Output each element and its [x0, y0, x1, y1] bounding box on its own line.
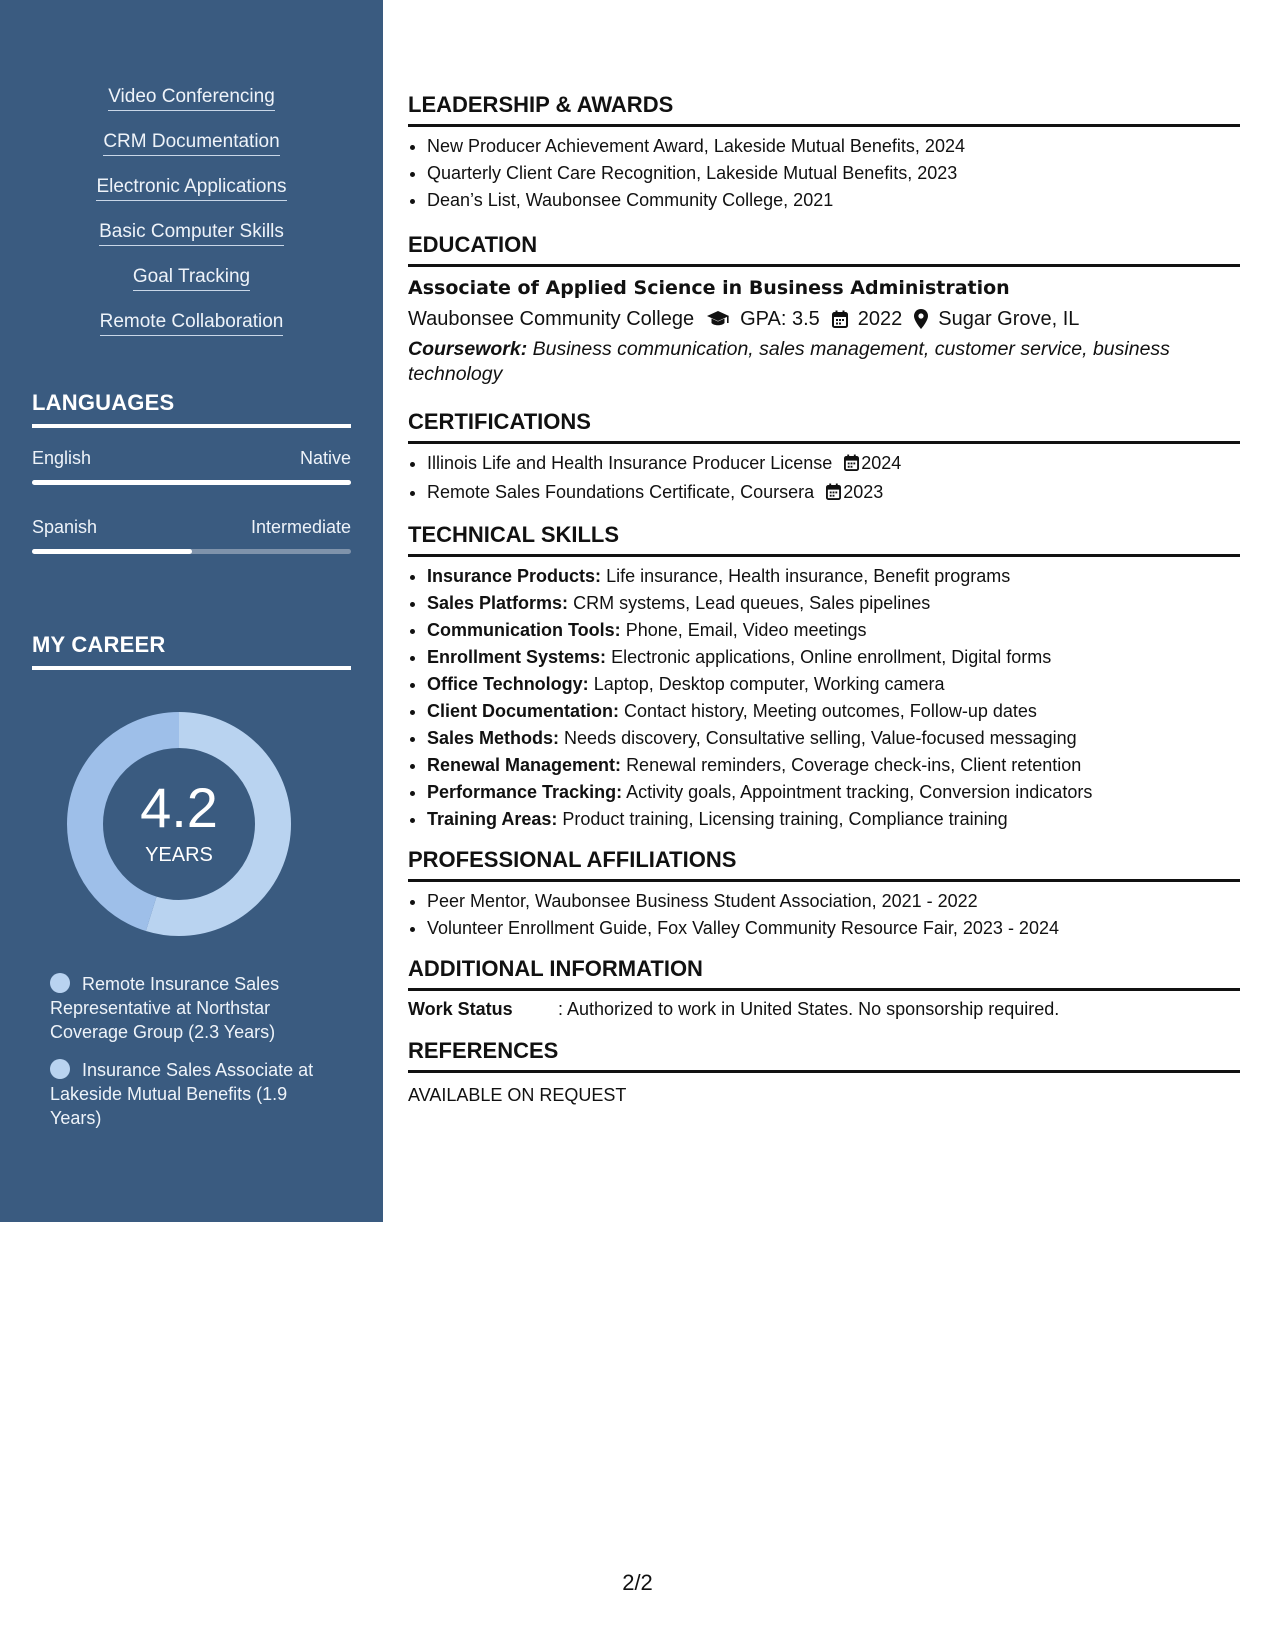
list-item: • New Producer Achievement Award, Lakeside Mutual Benefits, 2024	[427, 133, 1240, 160]
section-title: ADDITIONAL INFORMATION	[408, 956, 1240, 991]
certifications-list	[408, 450, 1240, 508]
skill-values: CRM systems, Lead queues, Sales pipelines	[573, 593, 931, 613]
coursework-text: Business communication, sales management, customer service, business technology	[408, 338, 1170, 385]
list-item: • Dean’s List, Waubonsee Community College, 2021	[427, 187, 1240, 214]
coursework	[408, 337, 1240, 387]
list-item	[427, 671, 1240, 698]
work-status-row	[408, 999, 1240, 1020]
leadership-list	[408, 133, 1240, 214]
calendar-icon	[844, 452, 859, 479]
skill-values: Life insurance, Health insurance, Benefit programs	[606, 566, 1011, 586]
graduation-cap-icon	[706, 310, 730, 328]
list-item	[427, 563, 1240, 590]
career-years-unit: YEARS	[145, 844, 213, 866]
technical-skills-section	[408, 522, 1240, 833]
language-proficiency-bar	[32, 549, 351, 554]
technical-skills-list	[408, 563, 1240, 833]
career-item-text: Remote Insurance Sales Representative at Northstar Coverage Group (2.3 Years)	[50, 974, 280, 1042]
skill-label: Goal Tracking	[133, 266, 250, 291]
skill-category: Renewal Management:	[427, 755, 622, 775]
affiliations-section	[408, 847, 1240, 942]
sidebar	[0, 0, 383, 1222]
graduation-year: 2022	[857, 308, 903, 330]
language-level: Native	[299, 448, 351, 468]
language-english	[32, 448, 351, 485]
language-proficiency-bar	[32, 480, 351, 485]
skill-label: Remote Collaboration	[100, 311, 284, 336]
list-item	[427, 450, 1240, 479]
skills-list	[0, 86, 383, 356]
list-item	[427, 479, 1240, 508]
skill-values: Laptop, Desktop computer, Working camera	[593, 674, 945, 694]
career-item	[50, 1058, 340, 1130]
skill-label: Electronic Applications	[96, 176, 286, 201]
skill-category: Client Documentation:	[427, 701, 619, 721]
additional-info-section	[408, 956, 1240, 1020]
skill-values: Product training, Licensing training, Compliance training	[562, 809, 1008, 829]
career-item-text: Insurance Sales Associate at Lakeside Mutual Benefits (1.9 Years)	[50, 1060, 314, 1128]
languages-heading: LANGUAGES	[32, 390, 351, 428]
language-proficiency-fill	[32, 480, 351, 485]
education-section	[408, 232, 1240, 387]
skill-category: Communication Tools:	[427, 620, 621, 640]
skill-label: CRM Documentation	[103, 131, 279, 156]
coursework-label: Coursework:	[408, 338, 528, 360]
list-item	[427, 806, 1240, 833]
list-item: • Peer Mentor, Waubonsee Business Student Association, 2021 - 2022	[427, 888, 1240, 915]
list-item	[427, 752, 1240, 779]
skill-category: Sales Methods:	[427, 728, 560, 748]
language-name: English	[32, 448, 92, 468]
language-level: Intermediate	[250, 517, 351, 537]
skill-values: Electronic applications, Online enrollment, Digital forms	[611, 647, 1052, 667]
skill-item	[0, 221, 383, 266]
calendar-icon	[832, 310, 848, 328]
affiliations-list	[408, 888, 1240, 942]
certification-year: 2024	[861, 453, 902, 473]
leadership-section	[408, 92, 1240, 214]
career-item	[50, 972, 340, 1044]
skill-category: Office Technology:	[427, 674, 589, 694]
skill-category: Performance Tracking:	[427, 782, 623, 802]
page-number: 2/2	[622, 1570, 653, 1595]
calendar-icon	[826, 481, 841, 508]
section-title: EDUCATION	[408, 232, 1240, 267]
certification-name: Illinois Life and Health Insurance Producer License	[427, 453, 833, 473]
language-spanish	[32, 517, 351, 554]
work-status-value: : Authorized to work in United States. No sponsorship required.	[558, 999, 1060, 1019]
skill-values: Activity goals, Appointment tracking, Conversion indicators	[626, 782, 1093, 802]
education-details	[408, 304, 1240, 334]
degree-title: Associate of Applied Science in Business Administration	[408, 277, 1010, 299]
certification-name: Remote Sales Foundations Certificate, Coursera	[427, 482, 815, 502]
skill-category: Insurance Products:	[427, 566, 602, 586]
skill-item	[0, 131, 383, 176]
list-item: • Quarterly Client Care Recognition, Lakeside Mutual Benefits, 2023	[427, 160, 1240, 187]
section-title: PROFESSIONAL AFFILIATIONS	[408, 847, 1240, 882]
section-title: REFERENCES	[408, 1038, 1240, 1073]
list-item	[427, 698, 1240, 725]
gpa: GPA: 3.5	[740, 308, 820, 330]
certification-year: 2023	[843, 482, 884, 502]
certifications-section	[408, 409, 1240, 508]
skill-values: Phone, Email, Video meetings	[625, 620, 867, 640]
skill-category: Training Areas:	[427, 809, 558, 829]
skill-label: Video Conferencing	[108, 86, 275, 111]
skill-item	[0, 311, 383, 356]
section-title: CERTIFICATIONS	[408, 409, 1240, 444]
skill-item	[0, 86, 383, 131]
list-item	[427, 725, 1240, 752]
list-item	[427, 644, 1240, 671]
skill-values: Needs discovery, Consultative selling, Value-focused messaging	[564, 728, 1077, 748]
career-total-years: 4.2	[140, 776, 218, 839]
school-location: Sugar Grove, IL	[938, 308, 1080, 330]
section-title: TECHNICAL SKILLS	[408, 522, 1240, 557]
main-content	[408, 92, 1240, 1106]
skill-category: Enrollment Systems:	[427, 647, 607, 667]
skill-item	[0, 266, 383, 311]
skill-label: Basic Computer Skills	[99, 221, 284, 246]
skill-item	[0, 176, 383, 221]
language-proficiency-fill	[32, 549, 192, 554]
career-dot-icon	[50, 1059, 70, 1079]
list-item: • Volunteer Enrollment Guide, Fox Valley Community Resource Fair, 2023 - 2024	[427, 915, 1240, 942]
skill-values: Renewal reminders, Coverage check-ins, Client retention	[626, 755, 1082, 775]
references-text: AVAILABLE ON REQUEST	[408, 1085, 627, 1105]
references-section	[408, 1038, 1240, 1106]
section-title: LEADERSHIP & AWARDS	[408, 92, 1240, 127]
list-item	[427, 590, 1240, 617]
career-donut-chart	[66, 711, 292, 937]
school-name: Waubonsee Community College	[408, 308, 695, 330]
language-name: Spanish	[32, 517, 98, 537]
work-status-label: Work Status	[408, 999, 513, 1019]
career-dot-icon	[50, 973, 70, 993]
list-item	[427, 617, 1240, 644]
list-item	[427, 779, 1240, 806]
skill-values: Contact history, Meeting outcomes, Follow-up dates	[624, 701, 1037, 721]
location-pin-icon	[914, 309, 928, 329]
career-heading: MY CAREER	[32, 632, 351, 670]
skill-category: Sales Platforms:	[427, 593, 569, 613]
